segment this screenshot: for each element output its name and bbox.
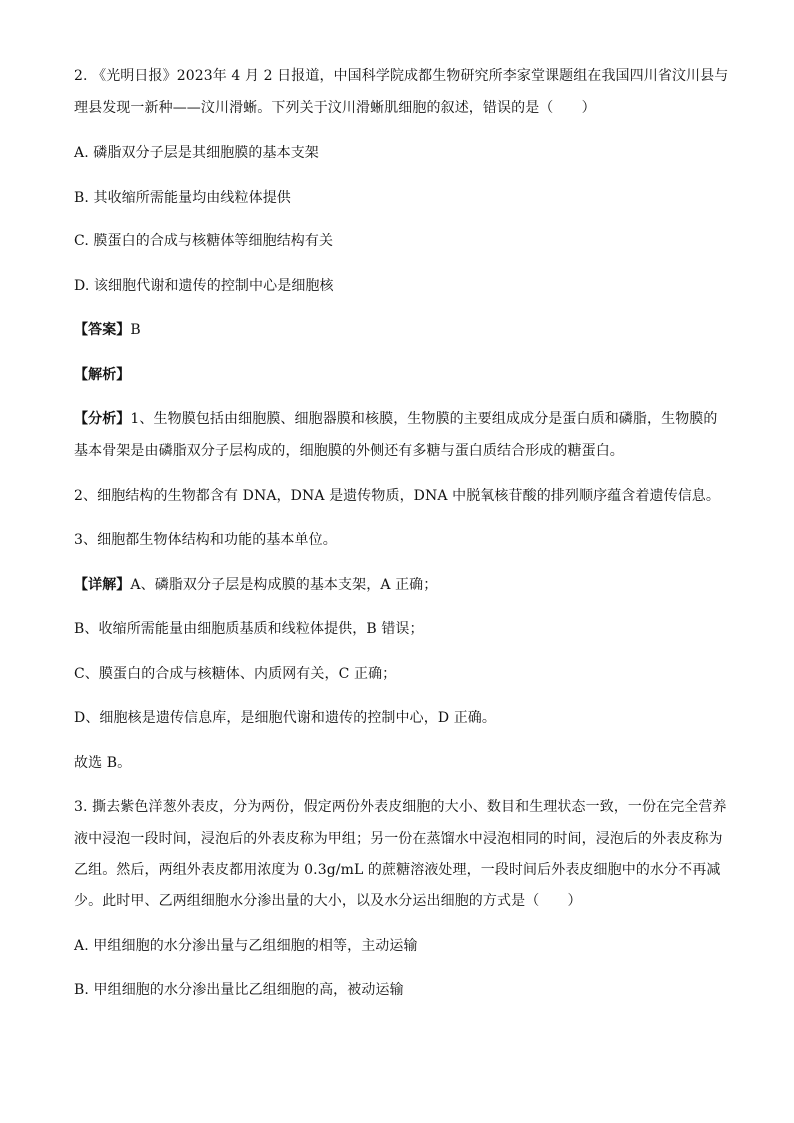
q3-stem-line-4: 少。此时甲、乙两组细胞水分渗出量的大小，以及水分运出细胞的方式是（ ） — [74, 893, 582, 909]
xiangjie-a-text: A、磷脂双分子层是构成膜的基本支架，A 正确； — [130, 577, 438, 593]
fenxi-text-1: 1、生物膜包括由细胞膜、细胞器膜和核膜，生物膜的主要组成成分是蛋白质和磷脂，生物膜的 — [130, 411, 718, 427]
q2-answer — [74, 320, 141, 340]
answer-value: B — [130, 322, 141, 338]
q2-option-b: B. 其收缩所需能量均由线粒体提供 — [74, 190, 291, 206]
q2-fenxi-line-1 — [74, 409, 718, 429]
q2-conclusion: 故选 B。 — [74, 755, 132, 771]
q3-stem-line-2: 液中浸泡一段时间，浸泡后的外表皮称为甲组；另一份在蒸馏水中浸泡相同的时间，浸泡后的外表皮称为 — [74, 831, 723, 847]
q2-xiangjie-a — [74, 575, 437, 595]
q2-analysis-heading — [74, 365, 130, 385]
q2-option-d: D. 该细胞代谢和遗传的控制中心是细胞核 — [74, 278, 334, 294]
q3-option-b: B. 甲组细胞的水分渗出量比乙组细胞的高，被动运输 — [74, 982, 404, 998]
q3-stem-line-1: 3. 撕去紫色洋葱外表皮，分为两份，假定两份外表皮细胞的大小、数目和生理状态一致，一份在完全营养 — [74, 799, 727, 815]
q2-stem-line-2: 理县发现一新种——汶川滑蜥。下列关于汶川滑蜥肌细胞的叙述，错误的是（ ） — [74, 100, 596, 116]
q3-stem-line-3: 乙组。然后，两组外表皮都用浓度为 0.3g/mL 的蔗糖溶液处理，一段时间后外表皮细胞中的水分不再减 — [74, 862, 721, 878]
q2-option-c: C. 膜蛋白的合成与核糖体等细胞结构有关 — [74, 233, 334, 249]
q2-xiangjie-b: B、收缩所需能量由细胞质基质和线粒体提供，B 错误； — [74, 621, 424, 637]
q3-option-a: A. 甲组细胞的水分渗出量与乙组细胞的相等，主动运输 — [74, 938, 418, 954]
fenxi-tag: 【分析】 — [74, 411, 131, 427]
q2-xiangjie-c: C、膜蛋白的合成与核糖体、内质网有关，C 正确； — [74, 666, 397, 682]
q2-fenxi-line-2: 基本骨架是由磷脂双分子层构成的，细胞膜的外侧还有多糖与蛋白质结合形成的糖蛋白。 — [74, 443, 624, 459]
q2-fenxi-point-2: 2、细胞结构的生物都含有 DNA，DNA 是遗传物质，DNA 中脱氧核苷酸的排列顺序蕴含着遗传信息。 — [74, 488, 721, 504]
q2-xiangjie-d: D、细胞核是遗传信息库，是细胞代谢和遗传的控制中心，D 正确。 — [74, 710, 496, 726]
analysis-tag: 【解析】 — [74, 367, 131, 383]
q2-option-a: A. 磷脂双分子层是其细胞膜的基本支架 — [74, 145, 319, 161]
q2-fenxi-point-3: 3、细胞都生物体结构和功能的基本单位。 — [74, 532, 337, 548]
q2-stem-line-1: 2. 《光明日报》2023年 4 月 2 日报道，中国科学院成都生物研究所李家堂课题组在我国四川省汶川县与 — [74, 68, 729, 84]
answer-tag: 【答案】 — [74, 322, 131, 338]
xiangjie-tag: 【详解】 — [74, 577, 131, 593]
